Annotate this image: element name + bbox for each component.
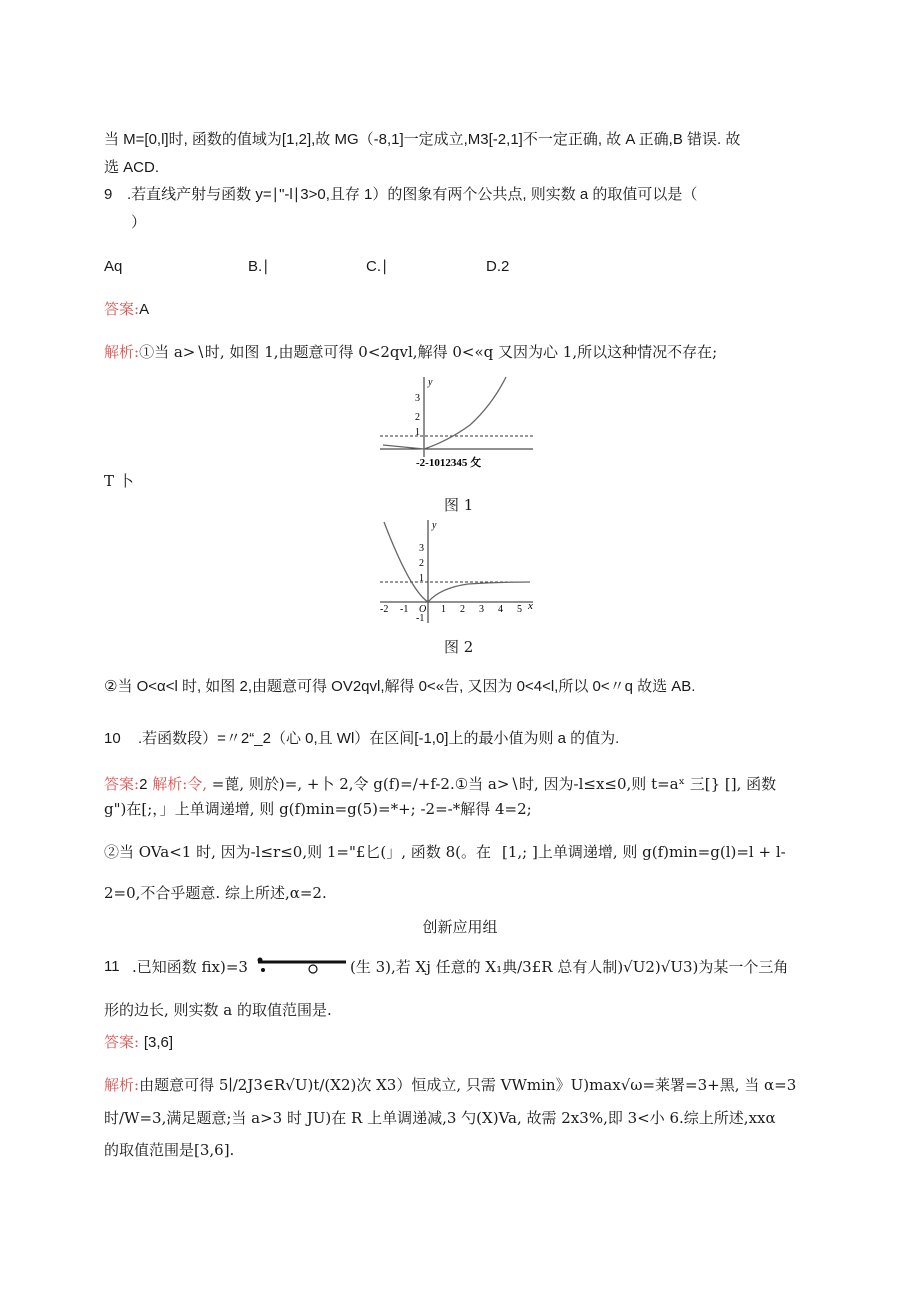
- explanation-text: 由题意可得 5∣∕2J3∈R√U)t∕(X2)次 X3）恒成立, 只需 VWmin》U)max√ω=莱署=3+黑, 当 α=3: [139, 1076, 797, 1094]
- solution-line-2: 选 ACD.: [104, 159, 160, 176]
- explanation-text: ①当 a>∖时, 如图 1,由题意可得 0<2qvl,解得 0<«q 又因为心 1,所以这种情况不存在;: [139, 343, 718, 361]
- fig2-ytick-1: 1: [419, 573, 424, 584]
- fig2-xlabel: x: [528, 600, 533, 612]
- question-9-number: 9: [104, 186, 113, 203]
- explanation-11-line-3: 的取值范围是[3,6].: [104, 1141, 235, 1159]
- answer-label: 答案:: [104, 300, 140, 318]
- fig1-ytick-3: 3: [415, 393, 420, 404]
- fig2-xtick-4: 4: [498, 604, 503, 615]
- question-11-text-b: (生 3),若 Xj 任意的 X₁典∕3£R 总有人制)√U2)√U3)为某一个三角: [350, 958, 789, 976]
- fig2-xtick-neg2: -2: [380, 604, 389, 615]
- question-10-number: 10: [104, 730, 121, 747]
- explanation-10-line-2: g")在[;，」上单调递增, 则 g(f)min=g(5)=*+; -2=-*解得 4=2;: [104, 800, 532, 818]
- explanation-label: 解析:: [104, 343, 140, 361]
- fig2-xtick-neg1: -1: [400, 604, 409, 615]
- explanation-label: 解析:: [104, 1076, 140, 1094]
- fig2-xtick-3: 3: [479, 604, 484, 615]
- figure-2-graph: [378, 518, 538, 630]
- option-a: Aq: [104, 258, 123, 275]
- fig2-xtick-2: 2: [460, 604, 465, 615]
- option-c: C.∣: [366, 258, 389, 275]
- explanation-10-line-3b: [1,; ]上单调递增, 则 g(f)min=g(l)=l + l-: [502, 843, 786, 861]
- fig1-ytick-2: 2: [415, 412, 420, 423]
- explanation-text: =蓖, 则於)=, +卜 2,令 g(f)=∕+f-2.①当 a>∖时, 因为-l≤x≤0,则 t=aˣ 三[} [], 函数: [211, 775, 777, 793]
- fig1-ylabel: y: [428, 377, 433, 388]
- answer-value: A: [139, 301, 150, 318]
- answer-value: [3,6]: [143, 1034, 174, 1051]
- fig2-ytick-neg1: -1: [416, 613, 425, 624]
- question-9-text: .若直线产射与函数 y=∣"-l∣3>0,且存 1）的图象有两个公共点, 则实数 a 的取值可以是（: [127, 186, 698, 203]
- explanation-11: [104, 1075, 796, 1095]
- figure-1-graph: [378, 375, 538, 470]
- fraction-bar-graphic: [256, 956, 348, 978]
- explanation-10-line-3a: ②当 OVa<1 时, 因为-l≤r≤0,则 1="£匕(」, 函数 8(。在: [104, 843, 491, 861]
- explanation-10-line-4: 2=0,不合乎题意. 综上所述,α=2.: [104, 884, 327, 902]
- fig2-xtick-origin: O: [419, 604, 427, 615]
- fig2-xtick-1: 1: [441, 604, 446, 615]
- answer-9: [104, 299, 149, 320]
- explanation-label: 解析:令,: [152, 775, 208, 793]
- figure-1-caption: 图 1: [444, 496, 474, 514]
- question-11-line-2: 形的边长, 则实数 a 的取值范围是.: [104, 1001, 332, 1019]
- case-2-text: ②当 O<α<l 时, 如图 2,由题意可得 OV2qvl,解得 0<«告, 又因为 0<4<l,所以 0<〃q 故选 AB.: [104, 678, 696, 695]
- fig2-ytick-2: 2: [419, 558, 424, 569]
- question-9-paren: ）: [131, 213, 147, 231]
- question-10-text: .若函数段）=〃2“_2（心 0,且 Wl）在区间[-1,0]上的最小值为则 a 的值为.: [138, 730, 620, 747]
- question-11-number: 11: [104, 958, 120, 975]
- option-d: D.2: [486, 258, 510, 275]
- fig2-ytick-3: 3: [419, 543, 424, 554]
- fig2-ylabel: y: [432, 520, 437, 531]
- fig2-xtick-5: 5: [517, 604, 522, 615]
- explanation-11-line-2: 时∕W=3,满足题意;当 a>3 时 JU)在 R 上单调递减,3 勺(X)Va, 故需 2x3%,即 3<小 6.综上所述,xxα: [104, 1109, 776, 1127]
- solution-line-1: 当 M=[0,l]时, 函数的值域为[1,2],故 MG（-8,1]一定成立,M3[-2,1]不一定正确, 故 A 正确,B 错误. 故: [104, 131, 741, 148]
- t-line: T 卜: [104, 472, 134, 490]
- fig1-xaxis-labels: -2-1012345 攵: [416, 457, 482, 469]
- answer-label: 答案:: [104, 1033, 140, 1051]
- section-heading: 创新应用组: [422, 918, 498, 936]
- figure-2-caption: 图 2: [444, 638, 474, 656]
- question-11-text-a: .已知函数 fix)=3: [132, 958, 248, 976]
- option-b: B.∣: [248, 258, 270, 275]
- answer-10: [104, 774, 776, 795]
- answer-value: 2: [139, 776, 148, 793]
- explanation-9: [104, 342, 717, 362]
- fig1-ytick-1: 1: [415, 427, 420, 438]
- answer-label: 答案:: [104, 775, 140, 793]
- answer-11: [104, 1032, 173, 1053]
